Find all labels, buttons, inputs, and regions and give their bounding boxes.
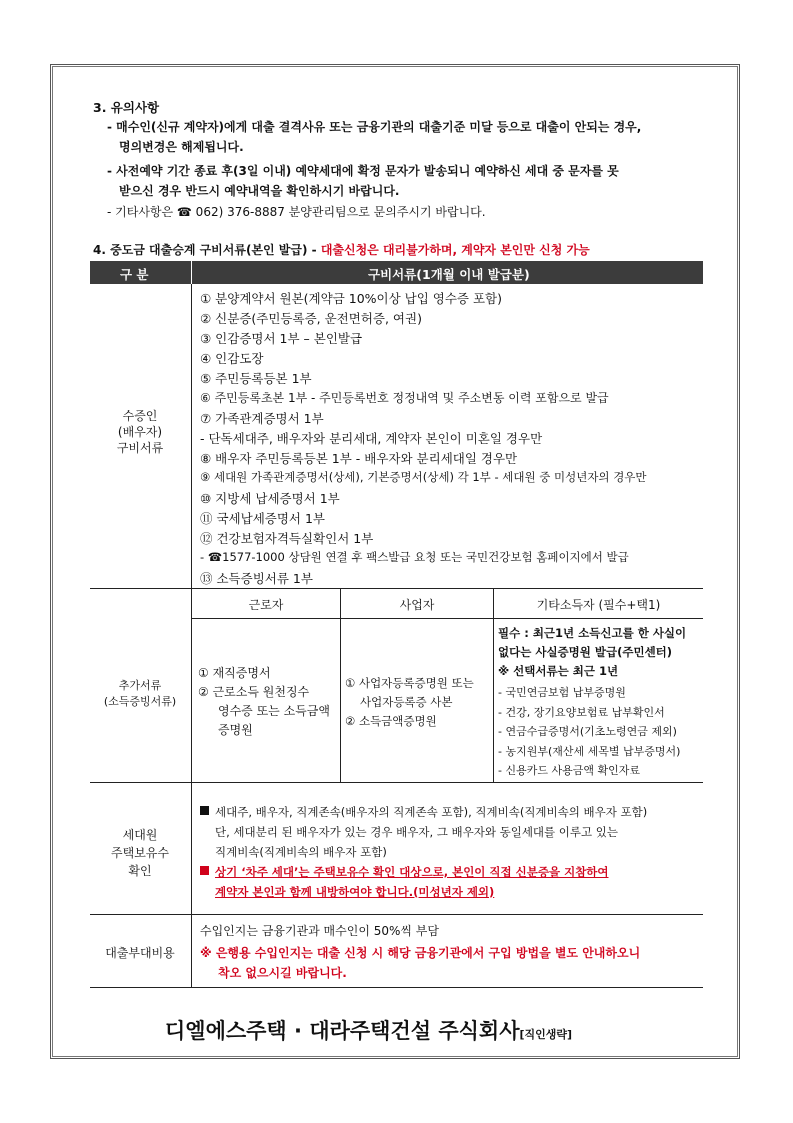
row1-label: [95, 408, 185, 456]
table-header: [90, 261, 703, 284]
doc-item: ⑤ 주민등록등본 1부: [200, 371, 312, 386]
doc-item: ⑨ 세대원 가족관계증명서(상세), 기본증명서(상세) 각 1부 - 세대원 중 미성년자의 경우만: [200, 470, 647, 484]
doc-item: ⑬ 소득증빙서류 1부: [200, 571, 313, 586]
other-optional: [498, 683, 680, 781]
notice-line1b: 명의변경은 해제됩니다.: [119, 140, 244, 154]
col1-header: 구 분: [120, 267, 149, 282]
seal-note: [직인생략]: [519, 1028, 573, 1041]
doc-item: ⑦ 가족관계증명서 1부: [200, 411, 324, 426]
notice-heading: 3. 유의사항: [93, 100, 160, 115]
row2-bottom: [90, 782, 703, 783]
row1-label-1: 수증인: [122, 409, 158, 423]
doc-item: ⑫ 건강보험자격득실확인서 1부: [200, 531, 374, 546]
section4-heading-red: 대출신청은 대리불가하며, 계약자 본인만 신청 가능: [320, 243, 590, 257]
worker-doc: 증명원: [218, 723, 253, 737]
row3-line: 단, 세대분리 된 배우자가 있는 경우 배우자, 그 배우자와 동일세대를 이루고 있는: [215, 825, 619, 839]
row4-red-line: 착오 없으시길 바랍니다.: [218, 966, 347, 980]
other-doc: - 농지원부(재산세 세목별 납부증명서): [498, 744, 681, 758]
other-doc: - 연금수급증명서(기초노령연금 제외): [498, 725, 677, 738]
row3-line: 세대주, 배우자, 직계존속(배우자의 직계존속 포함), 직계비속(직계비속의 배우자 포함): [215, 805, 648, 819]
other-required-line: ※ 선택서류는 최근 1년: [498, 664, 619, 678]
row4-red-line: ※ 은행용 수입인지는 대출 신청 시 해당 금융기관에서 구입 방법을 별도 안내하오니: [200, 946, 641, 960]
subheader-other: 기타소득자 (필수+택1): [536, 598, 661, 612]
worker-doc: ① 재직증명서: [198, 666, 271, 680]
row4-bottom: [90, 987, 703, 988]
subheader-business: 사업자: [399, 598, 435, 612]
doc-item: ⑪ 국세납세증명서 1부: [200, 511, 326, 526]
col2-header: 구비서류(1개월 이내 발급분): [368, 267, 530, 282]
business-doc: 사업자등록증 사본: [360, 695, 453, 709]
doc-item: - 단독세대주, 배우자와 분리세대, 계약자 본인이 미혼일 경우만: [200, 431, 543, 446]
row2-label-1: 추가서류: [118, 679, 162, 692]
notice-line2: - 사전예약 기간 종료 후(3일 이내) 예약세대에 확정 문자가 발송되니 예약하신 세대 중 문자를 못: [107, 164, 619, 178]
doc-item: ① 분양계약서 원본(계약금 10%이상 납입 영수증 포함): [200, 291, 503, 306]
doc-item: ② 신분증(주민등록증, 운전면허증, 여권): [200, 311, 422, 326]
doc-item: ⑥ 주민등록초본 1부 - 주민등록번호 정정내역 및 주소변동 이력 포함으로 발급: [200, 391, 609, 405]
row4-red-text: [200, 943, 640, 983]
doc-item: ⑩ 지방세 납세증명서 1부: [200, 491, 340, 506]
row3-line: 직계비속(직계비속의 배우자 포함): [215, 845, 387, 859]
other-required-line: 없다는 사실증명원 발급(주민센터): [498, 645, 673, 659]
worker-doc: 영수증 또는 소득금액: [218, 704, 330, 718]
notice-line3: - 기타사항은 ☎ 062) 376-8887 분양관리팀으로 문의주시기 바랍니다.: [107, 205, 486, 219]
row4-label: 대출부대비용: [105, 946, 175, 960]
other-required: [498, 624, 686, 681]
sub-divider-1: [340, 588, 341, 782]
row3-label-1: 세대원: [122, 828, 158, 842]
company-name: [165, 1015, 572, 1045]
notice-line1: - 매수인(신규 계약자)에게 대출 결격사유 또는 금융기관의 대출기준 미달 등으로 대출이 안되는 경우,: [107, 120, 642, 134]
row3-red-line: 상기 ‘차주 세대’는 주택보유수 확인 대상으로, 본인이 직접 신분증을 지참하여: [215, 865, 609, 879]
row4-text: 수입인지는 금융기관과 매수인이 50%씩 부담: [200, 924, 439, 938]
other-required-line: 필수 : 최근1년 소득신고를 한 사실이: [498, 626, 687, 640]
doc-item: ③ 인감증명서 1부 – 본인발급: [200, 331, 363, 346]
worker-docs: [198, 664, 330, 740]
sub-divider-2: [493, 588, 494, 782]
business-doc: ② 소득금액증명원: [345, 714, 437, 728]
doc-item: - ☎1577-1000 상담원 연결 후 팩스발급 요청 또는 국민건강보험 홈페이지에서 발급: [200, 550, 629, 564]
doc-item: ⑧ 배우자 주민등록등본 1부 - 배우자와 분리세대일 경우만: [200, 451, 518, 466]
other-doc: - 국민연금보험 납부증명원: [498, 686, 626, 699]
row3-label: [95, 826, 185, 880]
row3-text: [200, 802, 647, 902]
row3-label-3: 확인: [128, 864, 152, 878]
row3-red-line: 계약자 본인과 함께 내방하여야 합니다.(미성년자 제외): [215, 885, 495, 899]
worker-doc: ② 근로소득 원천징수: [198, 685, 310, 699]
doc-item: ④ 인감도장: [200, 351, 264, 366]
col-divider: [191, 284, 192, 987]
row3-label-2: 주택보유수: [111, 846, 169, 860]
company-name-text: 디엘에스주택 · 대라주택건설 주식회사: [165, 1019, 520, 1043]
section4-heading-text: 4. 중도금 대출승계 구비서류(본인 발급) -: [93, 243, 321, 257]
row1-bottom: [90, 588, 703, 589]
notice-line2b: 받으신 경우 반드시 예약내역을 확인하시기 바랍니다.: [119, 184, 400, 198]
subheader-worker: 근로자: [248, 598, 284, 612]
row1-label-3: 구비서류: [116, 441, 164, 455]
square-bullet-icon: [200, 866, 209, 875]
row2-label: [95, 678, 185, 710]
other-doc: - 건강, 장기요양보험료 납부확인서: [498, 705, 665, 719]
row1-label-2: (배우자): [117, 425, 163, 439]
row2-label-2: (소득증빙서류): [103, 695, 177, 708]
section4-heading: [93, 241, 590, 258]
subheader-bottom: [191, 618, 703, 619]
business-docs: [345, 674, 474, 731]
row3-bottom: [90, 914, 703, 915]
other-doc: - 신용카드 사용금액 확인자료: [498, 764, 640, 777]
square-bullet-icon: [200, 806, 209, 815]
header-divider: [191, 261, 192, 284]
business-doc: ① 사업자등록증명원 또는: [345, 676, 474, 690]
